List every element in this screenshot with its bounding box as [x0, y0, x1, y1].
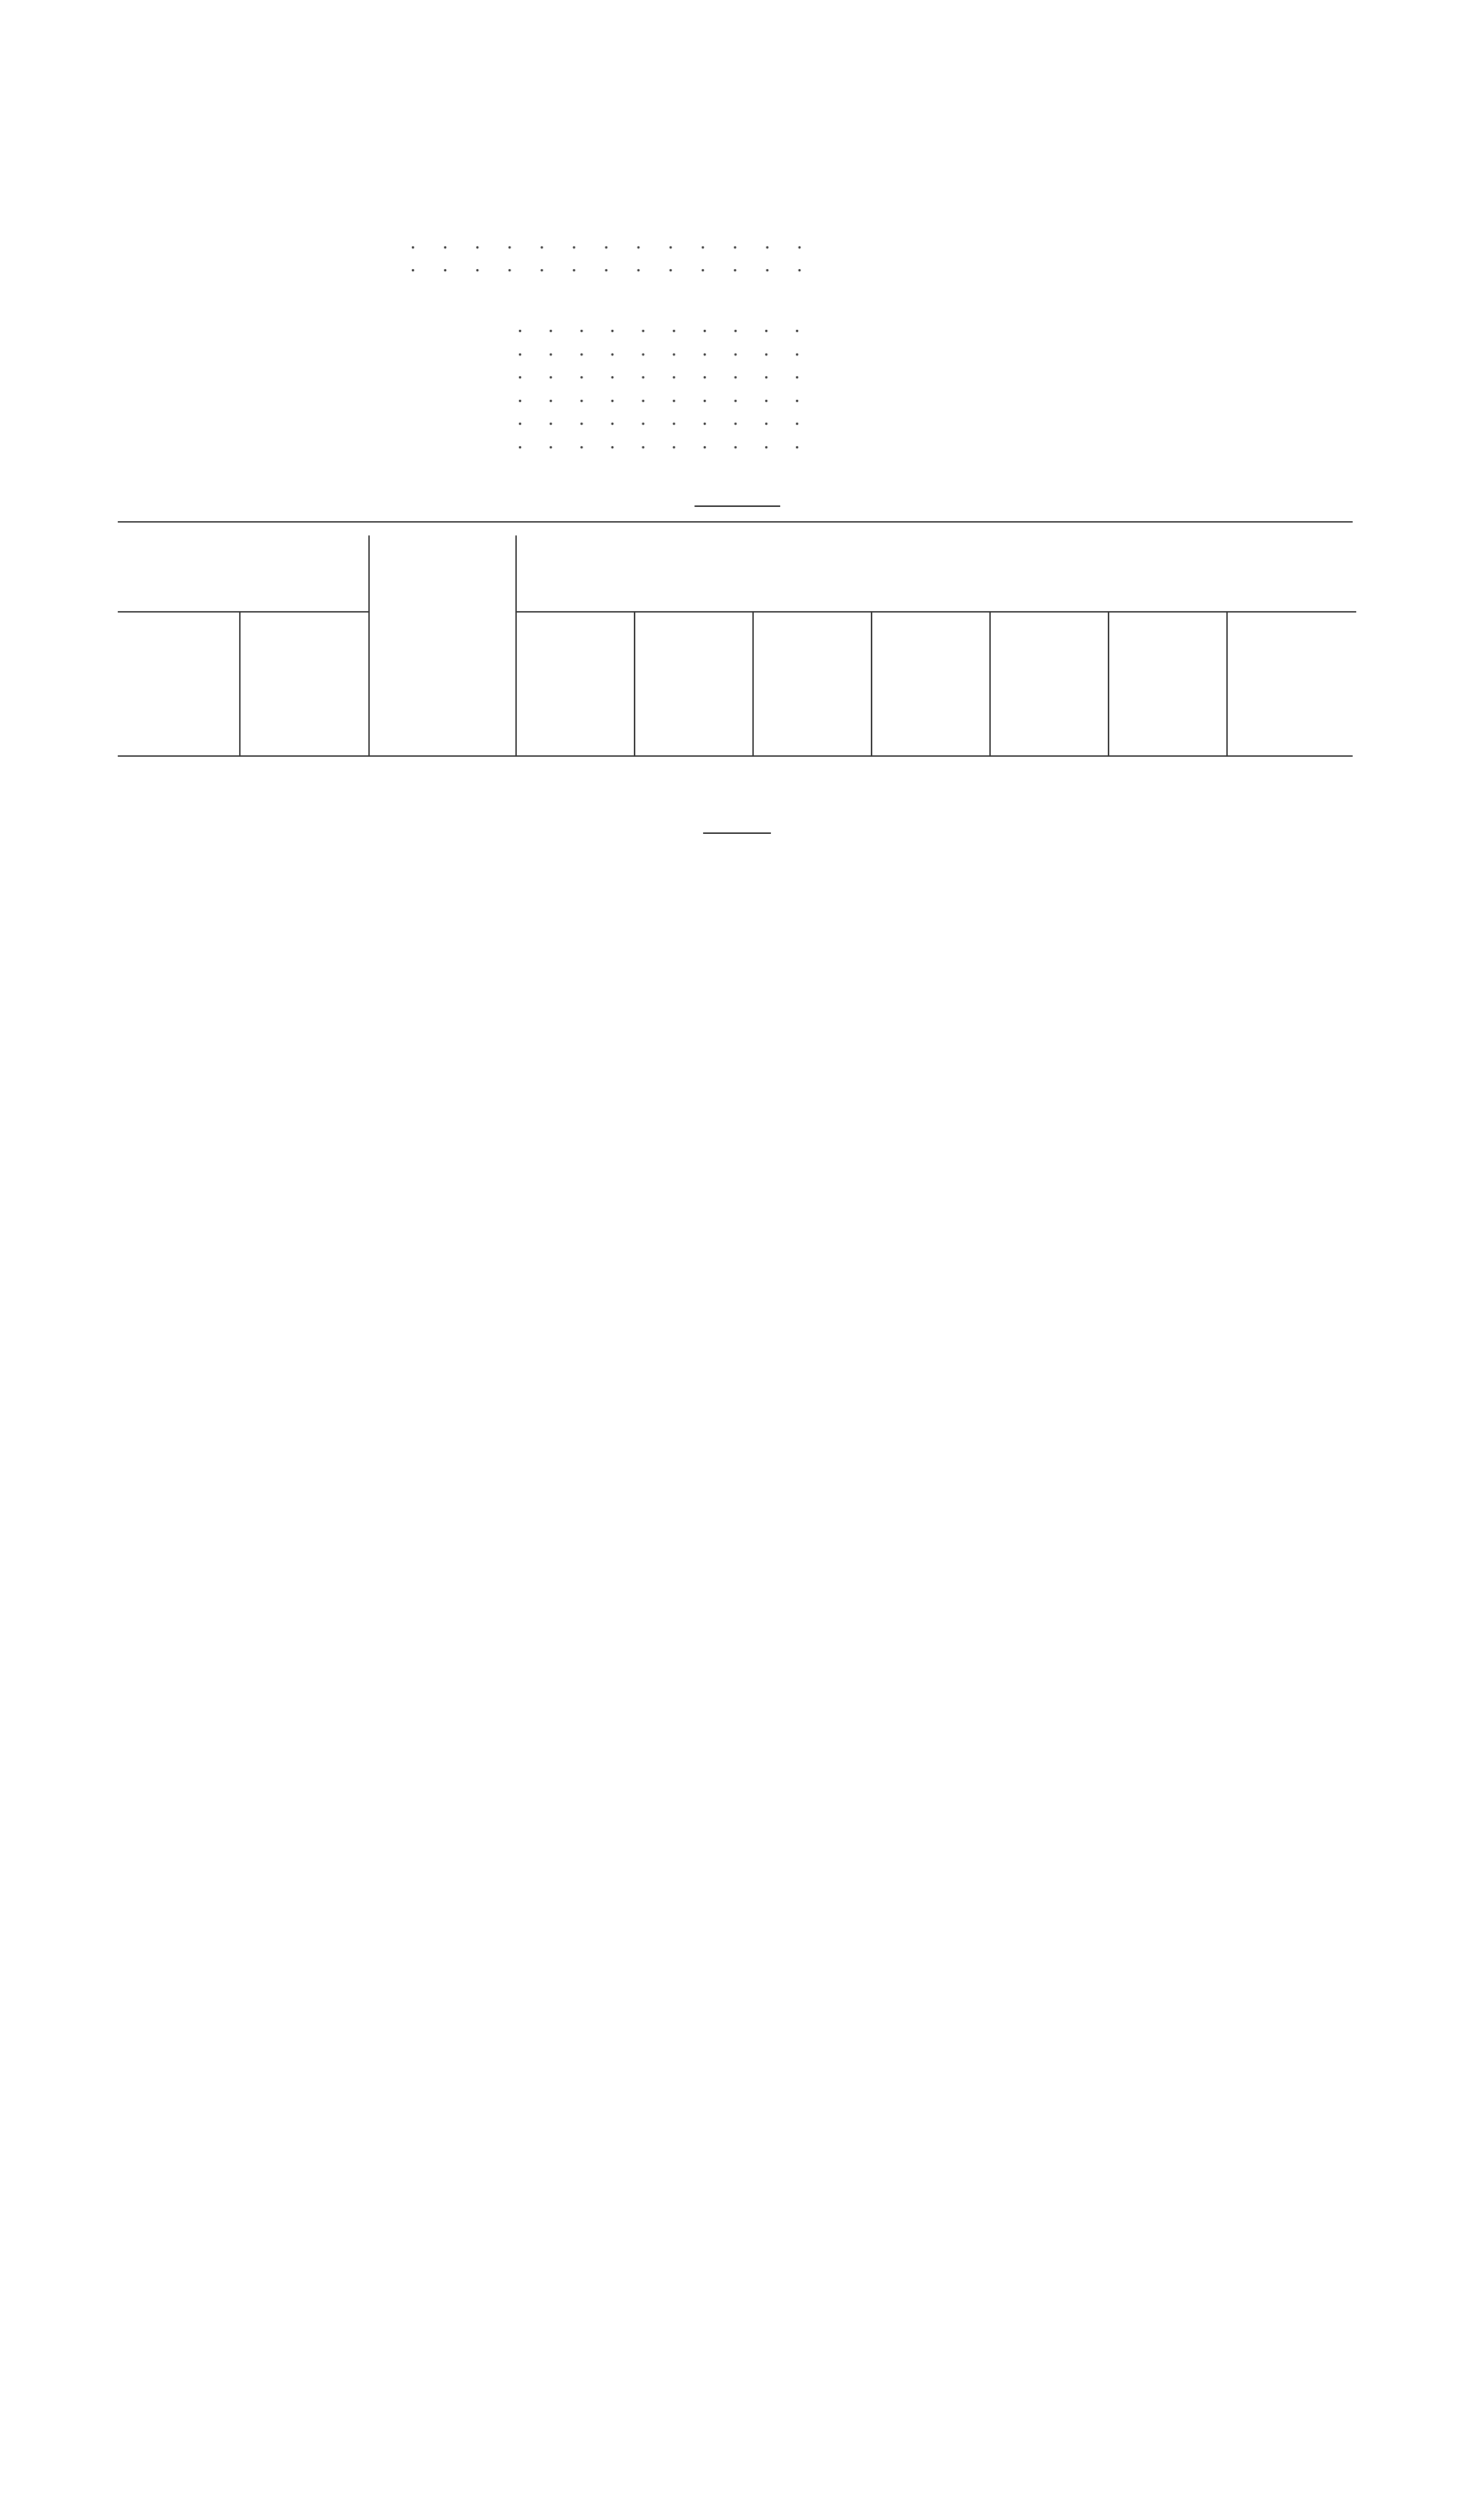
provincial-loan-row: .......... [518, 361, 826, 383]
loan-row: ............. [410, 231, 829, 253]
price-col-header [635, 612, 753, 755]
price-col-header [1109, 612, 1227, 755]
page-body [118, 203, 1356, 844]
provincial-loan-row: .......... [518, 338, 826, 361]
section-5-heading-row [118, 292, 1356, 316]
provincial-loan-row: .......... [518, 430, 826, 453]
header-rate [240, 612, 369, 755]
loan-row: ............. [410, 254, 829, 276]
separator-rule [695, 505, 780, 507]
price-col-header [1227, 612, 1356, 755]
header-4pc-stock [118, 535, 369, 612]
equivalents-table [118, 535, 1356, 755]
price-col-header [872, 612, 990, 755]
provincial-loan-row: .......... [518, 315, 826, 337]
signature-block-1 [118, 468, 1356, 493]
provincial-loan-row: .......... [518, 408, 826, 430]
signature-block-2 [118, 767, 1356, 817]
price-col-header [516, 612, 635, 755]
end-rule [703, 832, 771, 834]
section-3-heading-row [118, 208, 1356, 231]
provincial-loan-row: .......... [518, 384, 826, 407]
header-amount [516, 535, 1356, 612]
price-col-header [990, 612, 1109, 755]
header-price [118, 612, 240, 755]
price-col-header [753, 612, 872, 755]
header-col3 [369, 535, 516, 755]
provincial-loans-list [118, 315, 1356, 454]
